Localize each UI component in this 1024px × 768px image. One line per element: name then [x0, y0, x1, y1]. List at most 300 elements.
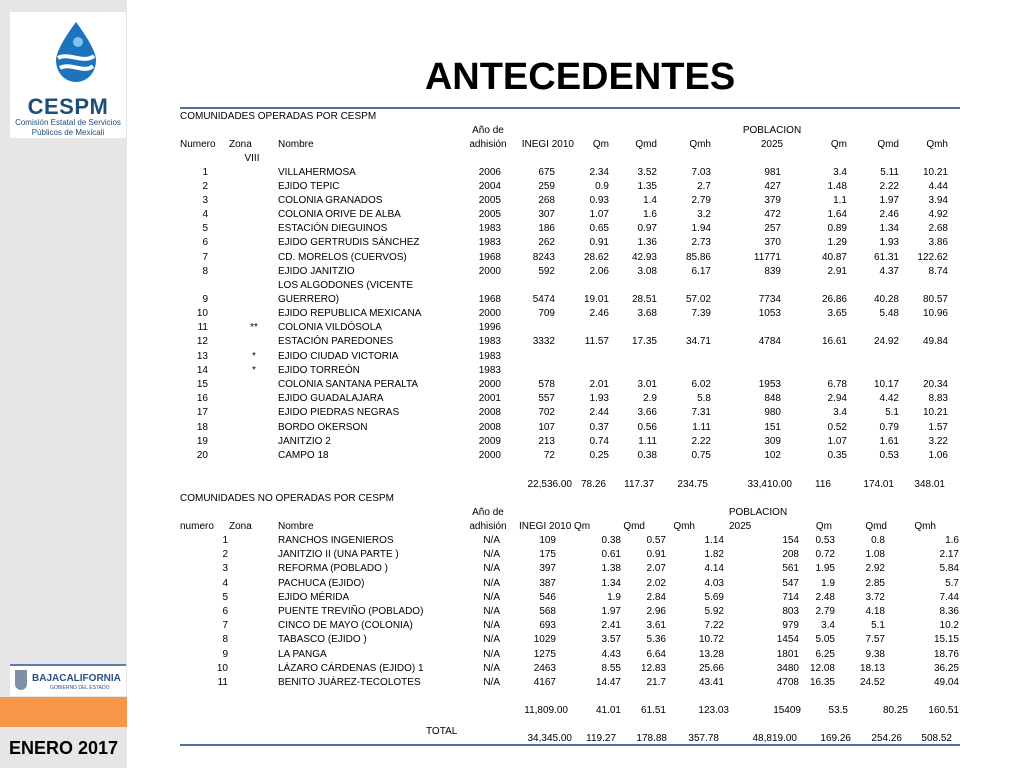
row-qmh: 1.11 [692, 422, 711, 433]
grand-total-qmd-2025: 254.26 [871, 733, 902, 744]
row-qmd: 1.11 [638, 436, 657, 447]
row-nombre: EJIDO PIEDRAS NEGRAS [278, 407, 400, 418]
row-qm: 0.61 [601, 549, 621, 561]
row-numero: 12 [196, 336, 208, 347]
row-qmh-2025: 1.06 [928, 450, 948, 461]
row-qm: 19.01 [583, 294, 609, 305]
row-qmd-2025: 61.31 [873, 252, 899, 263]
row-qmd: 2.07 [646, 563, 666, 575]
grand-total-qm: 119.27 [586, 733, 616, 744]
row-qm-2025: 6.78 [827, 379, 847, 390]
sidebar [0, 0, 127, 768]
header-qmh-2025: Qmh [926, 139, 948, 150]
header-inegi-no: INEGI 2010 Qm [519, 521, 591, 532]
row-qmh-2025: 2.17 [939, 549, 959, 561]
row-qm-2025: 0.35 [827, 450, 847, 461]
row-qmh: 1.82 [704, 549, 724, 561]
row-nombre: RANCHOS INGENIEROS [278, 535, 394, 546]
row-qmd: 6.64 [646, 648, 666, 660]
row-qmh: 43.41 [698, 677, 724, 688]
row-nombre: EJIDO GUADALAJARA [278, 393, 384, 404]
row-qm-2025: 1.95 [815, 563, 835, 575]
row-inegi: 268 [538, 195, 555, 206]
row-anio: 2008 [478, 407, 501, 418]
row-numero: 5 [202, 223, 208, 234]
row-anio: N/A [483, 677, 500, 688]
header-zona-sub: VIII [244, 153, 260, 164]
row-qmd: 2.02 [646, 577, 666, 589]
row-anio: 2000 [478, 308, 501, 319]
row-nombre: GUERRERO) [278, 294, 340, 305]
row-nombre: CINCO DE MAYO (COLONIA) [278, 620, 413, 632]
row-numero: 19 [196, 436, 208, 447]
total-qmd: 117.37 [624, 479, 654, 490]
row-anio: 2004 [478, 181, 501, 192]
row-qmh-2025: 1.57 [928, 422, 948, 433]
row-inegi: 262 [538, 237, 555, 248]
row-qmh: 5.92 [704, 606, 724, 617]
row-numero: 20 [196, 450, 208, 461]
row-inegi: 397 [539, 563, 556, 575]
row-qm-2025: 2.91 [827, 266, 847, 277]
row-anio: N/A [483, 577, 500, 589]
row-anio: 2006 [478, 167, 501, 178]
row-numero: 8 [222, 634, 228, 646]
row-nombre: PACHUCA (EJIDO) [278, 577, 365, 589]
row-qmd-2025: 5.11 [880, 167, 899, 178]
row-qm: 28.62 [583, 252, 609, 263]
row-nombre: EJIDO TEPIC [278, 181, 340, 192]
row-qmh: 3.2 [697, 209, 711, 220]
cespm-logo [10, 12, 126, 138]
row-qmh: 6.17 [691, 266, 711, 277]
row-inegi: 307 [538, 209, 555, 220]
row-anio: N/A [483, 563, 500, 575]
row-qmh: 10.72 [698, 634, 724, 646]
total-inegi: 22,536.00 [527, 479, 572, 490]
row-anio: N/A [483, 648, 500, 660]
total-inegi-no: 11,809.00 [524, 705, 568, 716]
row-numero: 13 [196, 351, 208, 362]
row-qmd-2025: 1.61 [879, 436, 899, 447]
row-qm: 0.74 [589, 436, 609, 447]
row-qmd: 0.57 [646, 535, 666, 546]
header-nombre-no: Nombre [278, 521, 314, 532]
row-anio: 2000 [478, 266, 501, 277]
header-adhision: adhisión [469, 139, 507, 150]
row-qm: 3.57 [601, 634, 621, 646]
row-inegi: 107 [538, 422, 555, 433]
total-qmh-2025: 348.01 [914, 479, 945, 490]
row-anio: N/A [483, 591, 500, 603]
row-qmh-2025: 36.25 [933, 662, 959, 674]
header-numero: Numero [180, 139, 216, 150]
row-qmh: 5.69 [704, 591, 724, 603]
row-qmh-2025: 1.6 [945, 535, 959, 546]
row-poblacion: 7734 [758, 294, 781, 305]
row-qmh-2025: 49.04 [933, 677, 959, 688]
row-qmd-2025: 9.38 [865, 648, 885, 660]
row-qmd: 3.61 [646, 620, 666, 632]
row-qmh-2025: 8.36 [939, 606, 959, 617]
row-nombre: EJIDO MÉRIDA [278, 591, 350, 603]
row-qmh-2025: 3.86 [928, 237, 948, 248]
row-nombre: EJIDO REPUBLICA MEXICANA [278, 308, 422, 319]
row-nombre: COLONIA ORIVE DE ALBA [278, 209, 401, 220]
row-qmd: 0.97 [637, 223, 657, 234]
row-inegi: 186 [538, 223, 555, 234]
row-qmh-2025: 3.94 [928, 195, 948, 206]
row-numero: 3 [202, 195, 208, 206]
header-poblacion: POBLACION [742, 125, 802, 136]
row-qmd: 17.35 [631, 336, 657, 347]
row-qmd-2025: 2.22 [879, 181, 899, 192]
row-qmh: 2.79 [691, 195, 711, 206]
row-qmd: 0.38 [637, 450, 657, 461]
row-qm: 0.38 [601, 535, 621, 546]
row-poblacion: 979 [782, 620, 799, 632]
row-anio: 2000 [478, 379, 501, 390]
row-qm-2025: 1.9 [821, 577, 835, 589]
row-qmd-2025: 18.13 [859, 662, 885, 674]
row-numero: 9 [222, 648, 228, 660]
row-qmh-2025: 2.68 [928, 223, 948, 234]
header-qm-2025: Qm [830, 139, 847, 150]
row-qmd-2025: 2.46 [879, 209, 899, 220]
row-qmh-2025: 15.15 [933, 634, 959, 646]
row-poblacion: 257 [764, 223, 781, 234]
header-qm-2025-no: Qm [815, 521, 832, 532]
row-qmh: 4.14 [704, 563, 724, 575]
row-poblacion: 848 [764, 393, 781, 404]
total-poblacion: 33,410.00 [747, 479, 792, 490]
row-numero: 2 [202, 181, 208, 192]
header-qmh-no: Qmh [673, 521, 695, 532]
row-nombre: PUENTE TREVIÑO (POBLADO) [278, 606, 424, 617]
row-numero: 8 [202, 266, 208, 277]
row-qmd-2025: 1.08 [865, 549, 885, 561]
row-anio: 1996 [478, 322, 501, 333]
row-numero: 7 [202, 252, 208, 263]
row-anio: N/A [483, 549, 500, 561]
row-qm-2025: 2.94 [827, 393, 847, 404]
header-zona: Zona [229, 139, 252, 150]
row-inegi: 5474 [532, 294, 555, 305]
row-numero: 11 [217, 677, 228, 688]
row-qm: 1.9 [607, 591, 621, 603]
row-qmh: 4.03 [704, 577, 724, 589]
row-qm-2025: 0.53 [815, 535, 835, 546]
row-qm: 1.34 [601, 577, 621, 589]
row-qm: 2.44 [589, 407, 609, 418]
row-qm-2025: 1.29 [827, 237, 847, 248]
row-qmd-2025: 10.17 [873, 379, 899, 390]
row-qmd-2025: 1.34 [879, 223, 899, 234]
row-qmd-2025: 5.1 [885, 407, 899, 418]
row-qm-2025: 2.48 [815, 591, 835, 603]
row-numero: 1 [202, 167, 208, 178]
row-qm-2025: 40.87 [821, 252, 847, 263]
total-qmh-no: 123.03 [698, 705, 729, 716]
row-numero: 15 [196, 379, 208, 390]
row-qmh: 2.73 [691, 237, 711, 248]
row-anio: 2005 [478, 195, 501, 206]
row-qmd-2025: 7.57 [865, 634, 885, 646]
row-numero: 18 [196, 422, 208, 433]
row-nombre: ESTACIÓN DIEGUINOS [278, 223, 388, 234]
row-qmh-2025: 10.96 [922, 308, 948, 319]
row-poblacion: 102 [764, 450, 781, 461]
header-2025-no: 2025 [729, 521, 752, 532]
row-nombre: LÁZARO CÁRDENAS (EJIDO) 1 [278, 662, 424, 674]
row-numero: 7 [222, 620, 228, 632]
row-qmd-2025: 4.37 [879, 266, 899, 277]
row-qmh-2025: 8.74 [928, 266, 948, 277]
row-poblacion: 3480 [776, 662, 799, 674]
row-inegi: 693 [539, 620, 556, 632]
row-inegi: 8243 [532, 252, 555, 263]
header-qmd: Qmd [635, 139, 657, 150]
row-qmh-2025: 5.7 [945, 577, 959, 589]
row-qmh-2025: 80.57 [922, 294, 948, 305]
header-qmh-2025-no: Qmh [914, 521, 936, 532]
row-numero: 16 [196, 393, 208, 404]
row-zona: * [252, 365, 256, 376]
row-qmd: 3.68 [637, 308, 657, 319]
row-numero: 1 [222, 535, 228, 546]
row-numero: 11 [197, 322, 208, 333]
grand-total-poblacion: 48,819.00 [752, 733, 797, 744]
row-qm-2025: 3.4 [833, 167, 847, 178]
row-qmd: 1.6 [643, 209, 657, 220]
row-qm: 11.57 [584, 336, 609, 347]
row-poblacion: 151 [764, 422, 781, 433]
row-qmh-2025: 18.76 [933, 648, 959, 660]
header-nombre: Nombre [278, 139, 314, 150]
row-qm-2025: 26.86 [821, 294, 847, 305]
row-anio: 1983 [478, 237, 501, 248]
header-qmd-no: Qmd [623, 521, 645, 532]
total-qmh: 234.75 [677, 479, 708, 490]
total-qm-no: 41.01 [595, 705, 621, 716]
row-nombre: VILLAHERMOSA [278, 167, 356, 178]
row-qmh: 25.66 [698, 662, 724, 674]
row-numero: 14 [196, 365, 208, 376]
title-underline [180, 107, 960, 109]
row-poblacion: 309 [764, 436, 781, 447]
row-numero: 4 [202, 209, 208, 220]
row-qm-2025: 1.48 [827, 181, 847, 192]
row-nombre: EJIDO JANITZIO [278, 266, 355, 277]
row-poblacion: 803 [782, 606, 799, 617]
row-qmd-2025: 5.1 [871, 620, 885, 632]
row-qm: 0.65 [589, 223, 609, 234]
row-qm-2025: 5.05 [815, 634, 835, 646]
row-numero: 2 [222, 549, 228, 561]
row-qm-2025: 16.61 [821, 336, 847, 347]
row-poblacion: 1953 [758, 379, 781, 390]
row-poblacion: 4708 [776, 677, 799, 688]
row-poblacion: 208 [782, 549, 799, 561]
row-poblacion: 714 [782, 591, 799, 603]
header-qmd-2025-no: Qmd [865, 521, 887, 532]
row-qmd-2025: 3.72 [865, 591, 885, 603]
row-qmd: 3.52 [637, 167, 657, 178]
row-anio: 1968 [478, 252, 501, 263]
row-zona: * [252, 351, 256, 362]
row-inegi: 387 [539, 577, 556, 589]
row-qmh-2025: 7.44 [939, 591, 959, 603]
header-qmd-2025: Qmd [877, 139, 899, 150]
row-qmd: 1.4 [643, 195, 657, 206]
row-anio: 1968 [478, 294, 501, 305]
page-title: ANTECEDENTES [424, 56, 736, 98]
header-numero-no: numero [180, 521, 214, 532]
row-nombre: REFORMA (POBLADO ) [278, 563, 389, 575]
row-poblacion: 4784 [758, 336, 781, 347]
row-qmh: 34.71 [685, 336, 711, 347]
row-qm: 1.93 [589, 393, 609, 404]
row-qmd-2025: 5.48 [879, 308, 899, 319]
row-poblacion: 370 [764, 237, 781, 248]
row-poblacion: 547 [782, 577, 799, 589]
row-qmh-2025: 3.22 [928, 436, 948, 447]
row-nombre: CAMPO 18 [278, 450, 329, 461]
row-numero: 5 [222, 591, 228, 603]
row-nombre: LA PANGA [278, 648, 327, 660]
row-poblacion: 427 [764, 181, 781, 192]
row-numero: 3 [222, 563, 228, 575]
row-qm: 14.47 [595, 677, 621, 688]
row-inegi: 568 [539, 606, 556, 617]
row-qmh: 7.31 [691, 407, 711, 418]
row-nombre: TABASCO (EJIDO ) [278, 634, 367, 646]
row-qmh-2025: 4.44 [928, 181, 948, 192]
logo-name: CESPM [27, 94, 109, 119]
row-qm: 1.38 [601, 563, 621, 575]
logo-subtitle-line1: Comisión Estatal de Servicios [15, 118, 121, 127]
row-poblacion: 1801 [776, 648, 799, 660]
row-anio: N/A [483, 634, 500, 646]
row-nombre: COLONIA GRANADOS [278, 195, 383, 206]
total-poblacion-no: 15409 [773, 705, 801, 716]
accent-bar [0, 697, 127, 727]
row-qmh: 13.28 [698, 648, 724, 660]
row-poblacion: 980 [764, 407, 781, 418]
row-inegi: 2463 [533, 662, 556, 674]
row-qm-2025: 3.65 [827, 308, 847, 319]
water-drop-icon [48, 20, 104, 84]
row-nombre: COLONIA SANTANA PERALTA [278, 379, 419, 390]
total-qm-2025: 116 [815, 479, 831, 490]
row-qmh: 2.7 [697, 181, 711, 192]
row-qm: 0.25 [589, 450, 609, 461]
shield-icon [15, 670, 27, 690]
grand-total-qmh: 357.78 [688, 733, 719, 744]
row-qmd: 42.93 [631, 252, 657, 263]
section-title-operadas: COMUNIDADES OPERADAS POR CESPM [180, 111, 377, 122]
grand-total-qmh-2025: 508.52 [921, 733, 952, 744]
row-poblacion: 154 [782, 535, 799, 546]
row-qmd-2025: 1.97 [879, 195, 899, 206]
row-qmd-2025: 24.52 [859, 677, 885, 688]
row-nombre: JANITZIO 2 [278, 436, 331, 447]
section-title-no-operadas: COMUNIDADES NO OPERADAS POR CESPM [180, 493, 394, 504]
row-qm: 8.55 [601, 662, 621, 674]
row-qmh-2025: 49.84 [922, 336, 948, 347]
row-anio: 1983 [478, 223, 501, 234]
row-qm-2025: 16.35 [809, 677, 835, 688]
row-qmd: 28.51 [631, 294, 657, 305]
row-qmh-2025: 10.2 [939, 620, 959, 632]
row-inegi: 109 [539, 535, 556, 546]
row-nombre: BENITO JUÁREZ-TECOLOTES [278, 677, 421, 688]
row-poblacion: 839 [764, 266, 781, 277]
row-numero: 6 [202, 237, 208, 248]
grand-total-qm-2025: 169.26 [820, 733, 851, 744]
row-anio: 2001 [478, 393, 501, 404]
row-qmd: 3.66 [637, 407, 657, 418]
row-qmd: 2.9 [643, 393, 657, 404]
row-inegi: 4167 [533, 677, 556, 688]
row-qmh: 6.02 [691, 379, 711, 390]
total-qmd-2025: 174.01 [863, 479, 894, 490]
row-qmh-2025: 10.21 [922, 167, 948, 178]
row-qm: 2.01 [589, 379, 609, 390]
total-qmh-2025-no: 160.51 [928, 705, 959, 716]
row-qmh: 85.86 [685, 252, 711, 263]
row-qmh: 1.14 [704, 535, 724, 546]
row-qm: 4.43 [601, 648, 621, 660]
row-inegi: 1275 [533, 648, 556, 660]
row-numero: 17 [196, 407, 208, 418]
row-anio: N/A [483, 620, 500, 632]
header-zona-no: Zona [229, 521, 252, 532]
row-qmd: 2.84 [646, 591, 666, 603]
row-qm-2025: 0.52 [827, 422, 847, 433]
row-qmd-2025: 0.53 [879, 450, 899, 461]
grand-total-qmd: 178.88 [636, 733, 667, 744]
row-qm-2025: 3.4 [833, 407, 847, 418]
row-inegi: 175 [539, 549, 556, 561]
row-numero: 10 [196, 308, 208, 319]
row-qmh-2025: 10.21 [922, 407, 948, 418]
row-anio: 1983 [478, 351, 501, 362]
row-qmd: 3.01 [637, 379, 657, 390]
row-qmd: 12.83 [640, 662, 666, 674]
row-poblacion: 1053 [758, 308, 781, 319]
row-inegi: 1029 [533, 634, 556, 646]
row-qmh: 7.39 [691, 308, 711, 319]
row-qmh: 57.02 [685, 294, 711, 305]
row-anio: 1983 [478, 365, 501, 376]
row-numero: 4 [222, 577, 228, 589]
row-qm: 0.9 [595, 181, 609, 192]
row-anio: 2009 [478, 436, 501, 447]
row-qm: 1.97 [601, 606, 621, 617]
header-poblacion-no: POBLACION [728, 507, 788, 518]
total-qm: 78.26 [580, 479, 606, 490]
row-qm-2025: 3.4 [821, 620, 835, 632]
row-numero: 6 [222, 606, 228, 617]
row-poblacion: 981 [764, 167, 781, 178]
row-qmd: 21.7 [646, 677, 666, 688]
row-qmd-2025: 1.93 [879, 237, 899, 248]
row-qmd: 3.08 [637, 266, 657, 277]
row-anio: N/A [483, 606, 500, 617]
row-inegi: 578 [538, 379, 555, 390]
row-inegi: 702 [538, 407, 555, 418]
